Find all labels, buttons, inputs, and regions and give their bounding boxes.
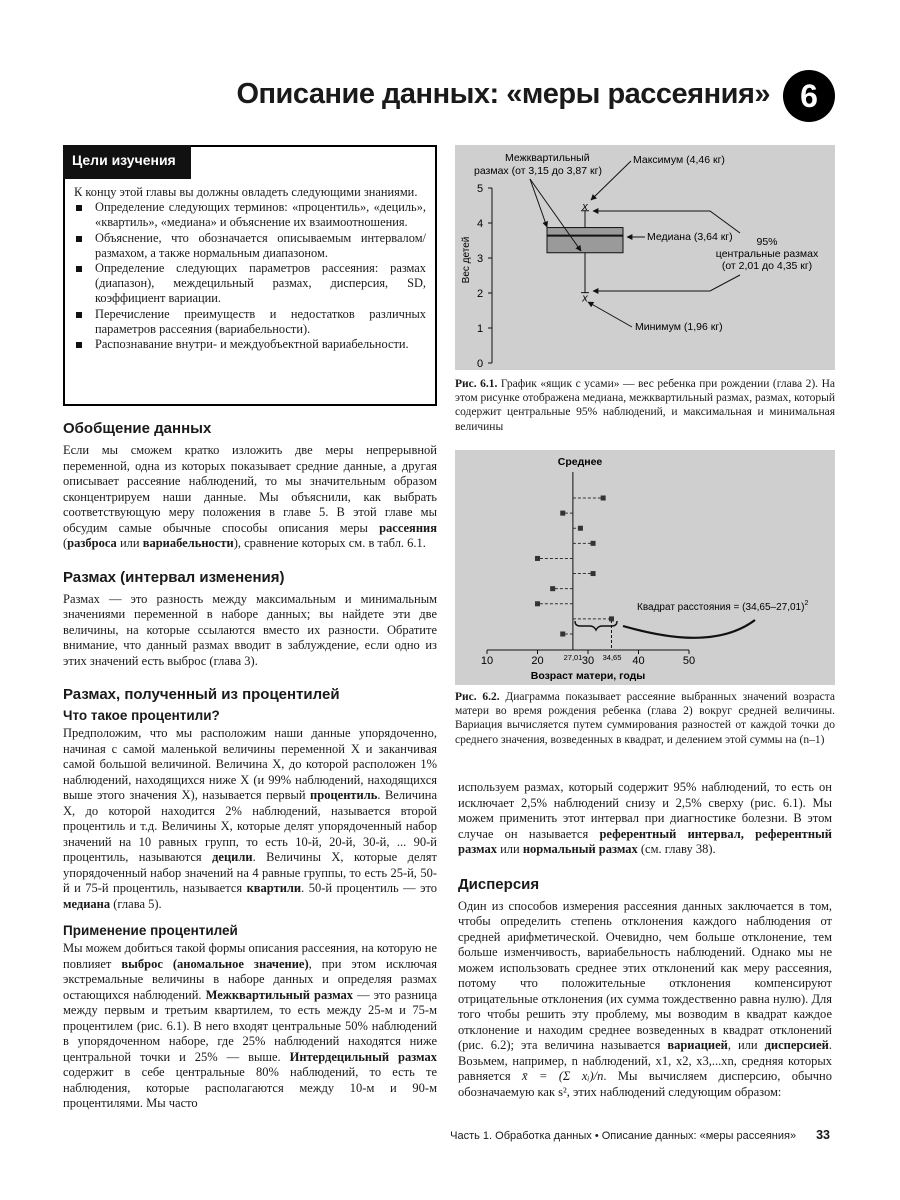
mean-formula: x̄ = (Σ xᵢ)/n (522, 1069, 604, 1083)
square-bullet-icon (76, 236, 82, 242)
continuation-paragraph: используем размах, который содержит 95% наблюдений, то есть он исключает 2,5% наблюдений снизу и 2,5% сверху (рис. 6.1). Мы можем применить этот интервал при диагностике болезни. В этом случае он называется референтный интервал, референтный размах или нормальный размах (см. главу 38). (458, 780, 832, 856)
running-footer: Часть 1. Обработка данных • Описание данных: «меры рассеяния» (450, 1130, 797, 1142)
y-tick-label: 0 (476, 358, 484, 370)
goals-body (74, 185, 426, 352)
subheading-what-percentiles: Что такое процентили? (63, 708, 220, 723)
arrow-min (588, 302, 632, 327)
y-tick-label: 2 (476, 288, 484, 300)
x-axis-ticks (481, 650, 695, 667)
data-point (591, 541, 596, 546)
boxplot-shapes (547, 201, 623, 305)
goals-list (74, 200, 426, 352)
data-point (560, 511, 565, 516)
chapter-number-badge: 6 (783, 70, 835, 122)
data-points (535, 496, 614, 637)
figure-6-2-caption: Рис. 6.2. Диаграмма показывает рассеяние выбранных значений возраста матери во время рождения ребенка (глава 2) вокруг средней величины. Вариация вычисляется путем суммирования разностей от каждой точки до среднего значения, возведенных в квадрат, и делением этой суммы на (n–1) (455, 691, 835, 746)
section-heading-summary: Обобщение данных (63, 420, 212, 437)
figure-6-2-scatter (455, 450, 835, 685)
annotation-curve (623, 620, 755, 638)
max-marker: x (582, 200, 588, 213)
summary-paragraph: Если мы сможем кратко изложить две меры непрерывной переменной, одна из которых показывает средние данные, а другая описывает рассеяние наблюдений, то мы значительным образом сконцентрируем наши данные. Мы объяснили, как выбрать соответствующую меру положения в главе 5. В этой главе мы обсудим самые обычные способы описания меры рассеяния (разброса или вариабельности), сравнение которых см. в табл. 6.1. (63, 443, 437, 550)
square-bullet-icon (76, 312, 82, 318)
squared-distance-annotation: Квадрат расстояния = $(34,65-27,01)^2$ (637, 600, 809, 613)
label-95-line3: (от 2,01 до 4,35 кг) (721, 260, 813, 272)
mark-label-34-65: 34,65 (602, 653, 622, 662)
label-median: Медиана (3,64 кг) (647, 231, 733, 243)
left-column (63, 420, 437, 1112)
dispersion-paragraph: Один из способов измерения рассеяния данных заключается в том, чтобы определить степень отклонения каждого наблюдения от средней арифметической. Очевидно, чем больше отклонение, тем больше изменчивость, вариабельность наблюдений. Однако мы не можем использовать среднее этих отклонений как меру рассеяния, потому что положительные отклонения компенсируют отрицательные отклонения (их сумма тождественно равна нулю). Для того чтобы решить эту проблему, мы возводим в квадрат каждое отклонение и находим среднее возведенных в квадрат отклонений (рис. 6.2); эта величина называется вариацией, или дисперсией. Возьмем, например, n наблюдений, x1, x2, x3,...xn, средняя которых равняется x̄ = (Σ xᵢ)/n. Мы вычисляем дисперсию, обычно обозначаемую как s², этих наблюдений следующим образом: (458, 898, 833, 1099)
square-bullet-icon (76, 205, 82, 211)
page-number: 33 (816, 1128, 830, 1142)
data-point (601, 496, 606, 501)
x-tick-label: 20 (531, 655, 544, 667)
label-iqr-line1: Межквартильный (505, 152, 590, 164)
x-tick-label: 30 (581, 655, 595, 667)
y-axis-label: Вес детей (461, 236, 472, 284)
data-point (591, 571, 596, 576)
x-axis-label: Возраст матери, годы (530, 670, 646, 682)
iqr-box (547, 228, 623, 253)
label-95-line2: центральные размах (715, 248, 819, 260)
goals-item: Определение следующих параметров рассеяния: размах (диапазон), междецильный размах, дисперсия, SD, коэффициент вариации. (74, 261, 426, 307)
y-tick-label: 1 (476, 323, 484, 335)
x-tick-label: 40 (632, 655, 645, 667)
data-point (609, 616, 614, 621)
x-tick-label: 50 (682, 655, 696, 667)
figure-6-1-boxplot (455, 145, 835, 370)
label-95-line1: 95% (756, 236, 778, 248)
y-axis-ticks (477, 183, 492, 370)
goals-intro: К концу этой главы вы должны овладеть следующими знаниями. (74, 185, 418, 199)
square-bullet-icon (76, 342, 82, 348)
subheading-percentile-use: Применение процентилей (63, 923, 238, 938)
goals-item: Перечисление преимуществ и недостатков различных параметров рассеяния (вариабельности). (74, 307, 426, 337)
page-footer (430, 1128, 830, 1142)
data-point (560, 632, 565, 637)
right-column (458, 780, 832, 1100)
y-tick-label: 3 (476, 253, 484, 265)
section-heading-range: Размах (интервал изменения) (63, 568, 285, 586)
arrow-95-bottom (593, 275, 740, 291)
range-paragraph: Размах — это разность между максимальным и минимальным значениями переменной в наборе данных; вы найдете эти две величины, на которые ссылаются вместо их разности. Обратите внимание, что данный размах вводит в заблуждение, если одно из этих значений есть выброс (глава 3). (63, 591, 437, 668)
min-marker: x (582, 292, 588, 305)
label-min: Минимум (1,96 кг) (635, 321, 723, 333)
y-tick-label: 4 (476, 218, 484, 230)
data-point (535, 601, 540, 606)
x-tick-label: 10 (480, 655, 494, 667)
percentile-use-paragraph: Мы можем добиться такой формы описания рассеяния, на которую не повлияет выброс (аномальное значение), при этом исключая экстремальные величины в наборе данных и определяя размах остающихся наблюдений. Межквартильный размах — это разница между первым и третьим квартилем, то есть между 25-м и 75-м процентилем (рис. 6.1). В него входят центральные 50% наблюдений в упорядоченном наборе, где 25% наблюдений находятся ниже центральной точки и 25% — выше. Интердецильный размах содержит в себе центральные 80% наблюдений, то есть те наблюдения, которые располагаются между 10-м и 90-м процентилями. Мы часто (63, 941, 437, 1110)
square-bullet-icon (76, 266, 82, 272)
goals-item: Определение следующих терминов: «процентиль», «дециль», «квартиль», «медиана» и объяснение их взаимоотношения. (74, 200, 426, 230)
chapter-title: Описание данных: «меры рассеяния» (236, 78, 770, 110)
goals-heading: Цели изучения (63, 145, 191, 179)
data-point (578, 526, 583, 531)
chart-title-mean: Среднее (557, 456, 603, 468)
section-heading-percentile-range: Размах, полученный из процентилей (63, 686, 340, 703)
data-point (535, 556, 540, 561)
label-max: Максимум (4,46 кг) (633, 154, 725, 166)
data-point (550, 586, 555, 591)
goals-item: Объяснение, что обозначается описываемым интервалом/размахом, а также нормальным диапазоном. (74, 231, 426, 261)
y-tick-label: 5 (476, 183, 484, 195)
deviation-lines (538, 472, 612, 650)
goals-item: Распознавание внутри- и междуобъектной вариабельности. (74, 337, 426, 352)
arrow-iqr-top (530, 179, 547, 227)
label-iqr-line2: размах (от 3,15 до 3,87 кг) (474, 165, 602, 177)
figure-6-1-caption: Рис. 6.1. График «ящик с усами» — вес ребенка при рождении (глава 2). На этом рисунке отображена медиана, межквартильный размах, размах, который содержит центральные 95% наблюдений, и максимальная и минимальная величины (455, 378, 835, 433)
section-heading-dispersion: Дисперсия (458, 875, 540, 893)
learning-goals-box (63, 145, 437, 406)
percentiles-paragraph: Предположим, что мы расположим наши данные упорядоченно, начиная с самой маленькой величины переменной X и заканчивая самой большой величиной. Величина X, до которой расположен 1% наблюдений, находящихся ниже X (и 99% наблюдений, находящихся выше этого значения X), называется первый процентиль. Величина X, до которой находится 2% наблюдений, называется второй процентиль и т.д. Величины X, которые делят упорядоченный набор значений на 10 равных групп, то есть 10-й, 20-й, 30-й, ... 90-й процентиль, называются децили. Величины X, которые делят упорядоченный набор значений на 4 равные группы, то есть 25-й, 50-й и 75-й процентиль, называется квартили. 50-й процентиль — это медиана (глава 5). (63, 726, 437, 911)
mark-label-27-01: 27,01 (563, 653, 583, 662)
annotation-brace (575, 621, 617, 630)
